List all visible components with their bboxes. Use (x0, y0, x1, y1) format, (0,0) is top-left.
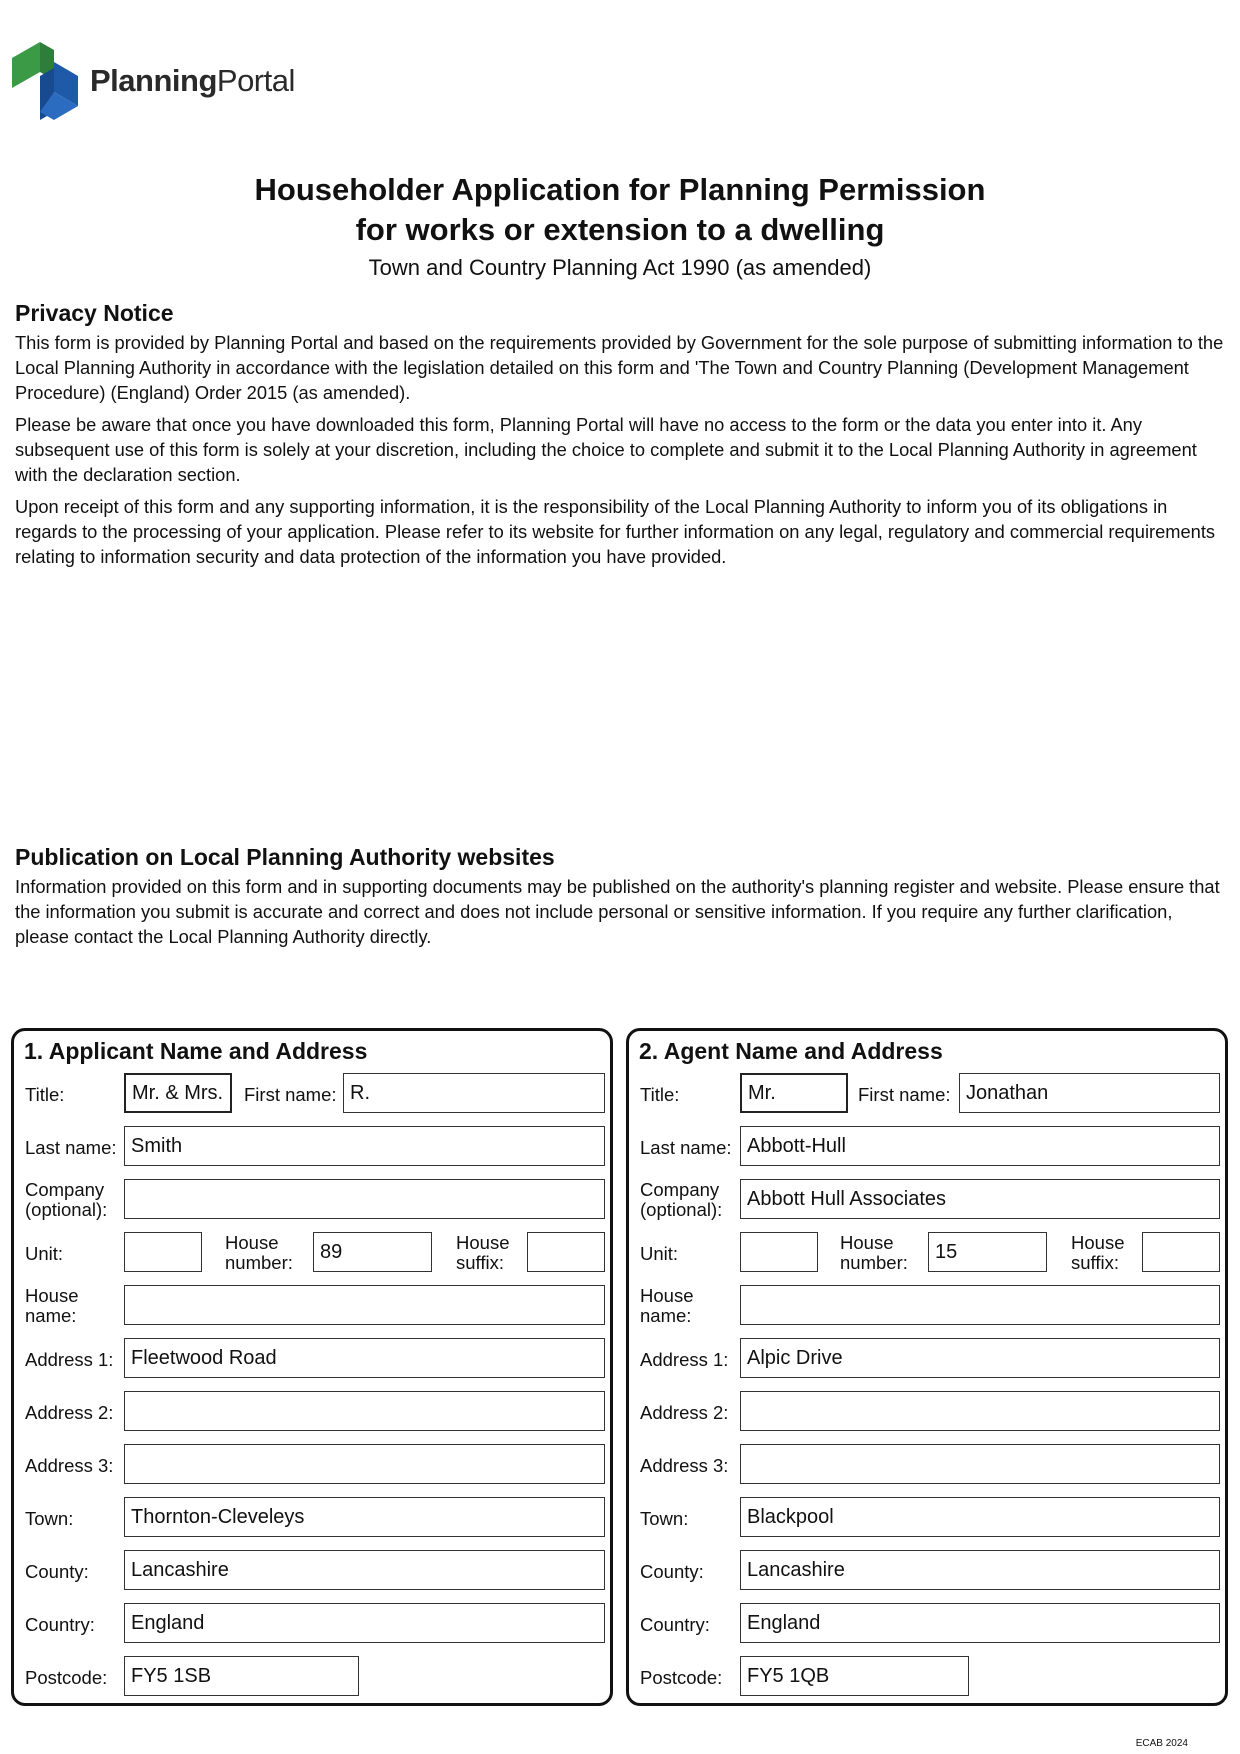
applicant-house-name-field[interactable] (124, 1285, 605, 1325)
planning-portal-logo (12, 42, 295, 120)
house-number-label: House number: (225, 1232, 293, 1273)
form-title-line2: for works or extension to a dwelling (355, 212, 885, 247)
applicant-postcode-field[interactable]: FY5 1SB (124, 1656, 359, 1696)
country-label: Country: (640, 1614, 710, 1635)
logo-wordmark: PlanningPortal (90, 63, 295, 98)
form-code: ECAB 2024 (1135, 1738, 1188, 1749)
agent-house-suffix-field[interactable] (1142, 1232, 1220, 1272)
agent-postcode-field[interactable]: FY5 1QB (740, 1656, 969, 1696)
house-name-label: House name: (25, 1285, 79, 1326)
agent-first-name-field[interactable]: Jonathan (959, 1073, 1220, 1113)
applicant-house-suffix-field[interactable] (527, 1232, 605, 1272)
address2-label: Address 2: (25, 1402, 114, 1423)
county-label: County: (25, 1561, 89, 1582)
address3-label: Address 3: (640, 1455, 729, 1476)
publication-text: Information provided on this form and in supporting documents may be published on the authority's planning register and website. Please ensure that the information you submit is accurate and correct and does not include personal or sensitive information. If you require any further clarification, please contact the Local Planning Authority directly. (15, 876, 1220, 947)
applicant-heading: 1. Applicant Name and Address (24, 1038, 368, 1064)
agent-unit-field[interactable] (740, 1232, 818, 1272)
applicant-company-field[interactable] (124, 1179, 605, 1219)
address1-label: Address 1: (25, 1349, 114, 1370)
agent-last-name-field[interactable]: Abbott-Hull (740, 1126, 1220, 1166)
last-name-label: Last name: (25, 1137, 117, 1158)
last-name-label: Last name: (640, 1137, 732, 1158)
applicant-country-field[interactable]: England (124, 1603, 605, 1643)
agent-house-name-field[interactable] (740, 1285, 1220, 1325)
applicant-town-field[interactable]: Thornton-Cleveleys (124, 1497, 605, 1537)
privacy-paragraph-3: Upon receipt of this form and any supporting information, it is the responsibility of the Local Planning Authority to inform you of its obligations in regards to the processing of your application. Please refer to its website for further information on any legal, regulatory and commercial requirements relating to information security and data protection of the information you have provided. (15, 496, 1216, 567)
applicant-address3-field[interactable] (124, 1444, 605, 1484)
applicant-address2-field[interactable] (124, 1391, 605, 1431)
agent-panel (626, 1028, 1228, 1706)
company-label: Company (optional): (640, 1179, 723, 1220)
first-name-label: First name: (244, 1084, 337, 1105)
applicant-address1-field[interactable]: Fleetwood Road (124, 1338, 605, 1378)
house-number-label: House number: (840, 1232, 908, 1273)
applicant-title-field[interactable]: Mr. & Mrs. (124, 1073, 232, 1113)
agent-address3-field[interactable] (740, 1444, 1220, 1484)
agent-address1-field[interactable]: Alpic Drive (740, 1338, 1220, 1378)
publication-heading: Publication on Local Planning Authority websites (15, 844, 555, 870)
agent-address2-field[interactable] (740, 1391, 1220, 1431)
agent-country-field[interactable]: England (740, 1603, 1220, 1643)
agent-county-field[interactable]: Lancashire (740, 1550, 1220, 1590)
agent-title-field[interactable]: Mr. (740, 1073, 848, 1113)
agent-company-field[interactable]: Abbott Hull Associates (740, 1179, 1220, 1219)
town-label: Town: (25, 1508, 74, 1529)
title-label: Title: (640, 1084, 680, 1105)
applicant-unit-field[interactable] (124, 1232, 202, 1272)
applicant-county-field[interactable]: Lancashire (124, 1550, 605, 1590)
postcode-label: Postcode: (25, 1667, 108, 1688)
house-name-label: House name: (640, 1285, 694, 1326)
planning-portal-logo-icon (12, 42, 78, 120)
town-label: Town: (640, 1508, 689, 1529)
applicant-first-name-field[interactable]: R. (343, 1073, 605, 1113)
applicant-house-number-field[interactable]: 89 (313, 1232, 432, 1272)
form-title-line1: Householder Application for Planning Permission (254, 172, 986, 207)
agent-heading: 2. Agent Name and Address (639, 1038, 943, 1064)
title-label: Title: (25, 1084, 65, 1105)
address1-label: Address 1: (640, 1349, 729, 1370)
privacy-paragraph-1: This form is provided by Planning Portal and based on the requirements provided by Government for the sole purpose of submitting information to the Local Planning Authority in accordance with the legislation detailed on this form and 'The Town and Country Planning (Development Management Procedure) (England) Order 2015 (as amended). (15, 332, 1224, 403)
privacy-paragraph-2: Please be aware that once you have downloaded this form, Planning Portal will have no access to the form or the data you enter into it. Any subsequent use of this form is solely at your discretion, including the choice to complete and submit it to the Local Planning Authority in agreement with the declaration section. (15, 414, 1197, 485)
privacy-heading: Privacy Notice (15, 300, 174, 326)
address2-label: Address 2: (640, 1402, 729, 1423)
applicant-panel (11, 1028, 613, 1706)
form-subtitle: Town and Country Planning Act 1990 (as amended) (368, 255, 872, 280)
address3-label: Address 3: (25, 1455, 114, 1476)
agent-house-number-field[interactable]: 15 (928, 1232, 1047, 1272)
house-suffix-label: House suffix: (1071, 1232, 1125, 1273)
unit-label: Unit: (640, 1243, 679, 1264)
first-name-label: First name: (858, 1084, 951, 1105)
county-label: County: (640, 1561, 704, 1582)
applicant-last-name-field[interactable]: Smith (124, 1126, 605, 1166)
country-label: Country: (25, 1614, 95, 1635)
unit-label: Unit: (25, 1243, 64, 1264)
house-suffix-label: House suffix: (456, 1232, 510, 1273)
company-label: Company (optional): (25, 1179, 108, 1220)
agent-town-field[interactable]: Blackpool (740, 1497, 1220, 1537)
postcode-label: Postcode: (640, 1667, 723, 1688)
